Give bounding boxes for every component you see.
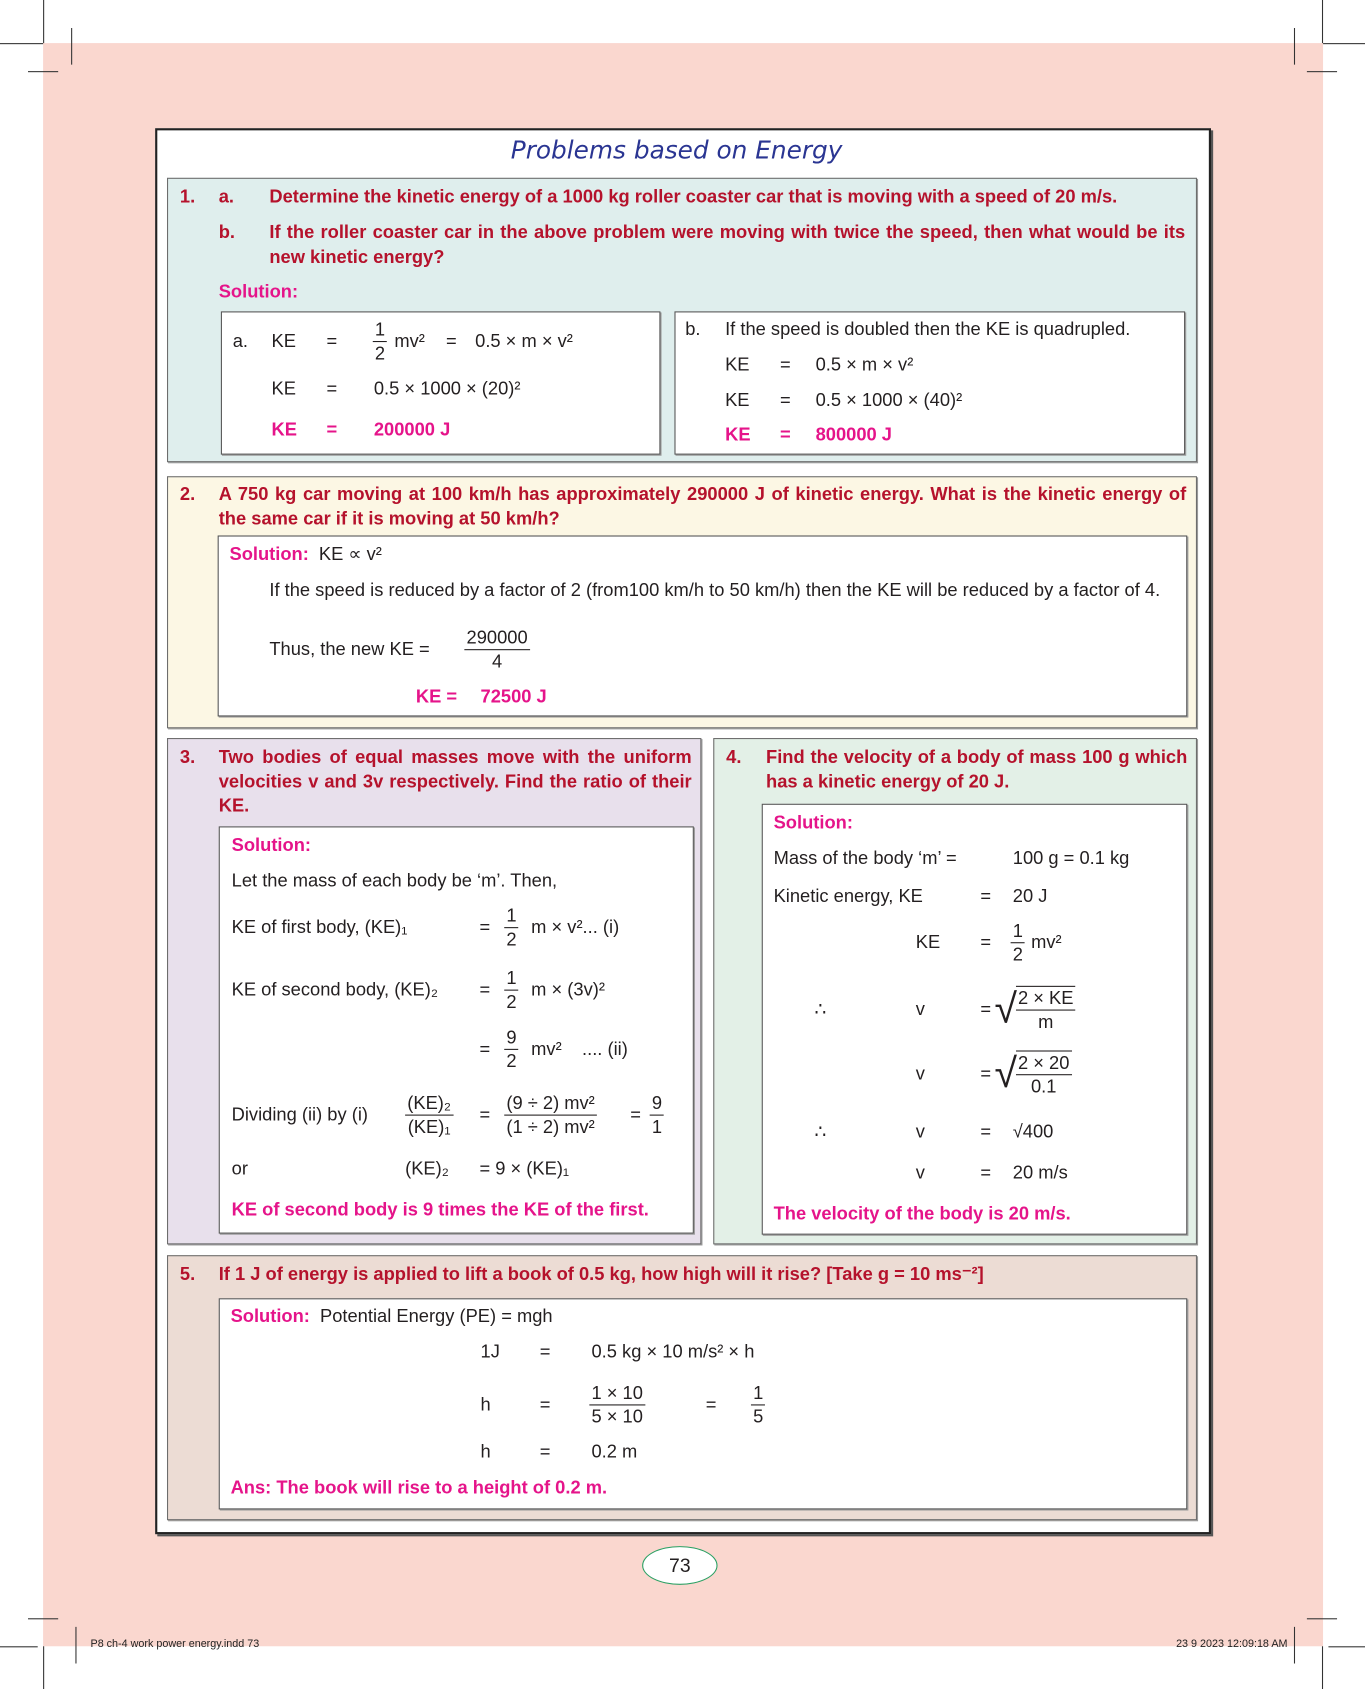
crop-mark — [1307, 71, 1337, 72]
numerator: 1 — [751, 1382, 766, 1406]
solution-label: Solution: — [229, 544, 309, 565]
solution-text: Let the mass of each body be ‘m’. Then, — [231, 870, 558, 892]
equals-sign: = — [326, 419, 338, 440]
numerator: 1 × 10 — [589, 1382, 645, 1406]
crop-mark — [0, 43, 43, 44]
numerator: 290000 — [464, 627, 529, 651]
equals-sign: = — [326, 330, 338, 352]
problem-number: 1. — [179, 186, 196, 207]
fraction — [405, 1092, 453, 1138]
numerator: 9 — [650, 1092, 665, 1116]
equation-term: v — [915, 998, 925, 1020]
equation-term: Kinetic energy, KE — [773, 885, 923, 907]
equation-term: mv² .... (ii) — [531, 1038, 628, 1060]
footer-timestamp: 23 9 2023 12:09:18 AM — [1176, 1638, 1288, 1651]
numerator: (KE)₂ — [405, 1092, 453, 1116]
solution-label: Solution: — [231, 834, 311, 856]
fraction — [1016, 1050, 1072, 1097]
equation-term: m × v²... (i) — [531, 916, 620, 938]
equation-term: 100 g = 0.1 kg — [1012, 847, 1130, 869]
question-text: Determine the kinetic energy of a 1000 kg roller coaster car that is moving with a speed of 20 m/s. — [269, 186, 1118, 207]
equals-sign: = — [980, 1162, 992, 1183]
solution-text: If the speed is doubled then the KE is quadrupled. — [725, 318, 1131, 340]
equals-sign: = — [326, 378, 338, 399]
equation-term: KE — [725, 390, 750, 411]
equals-sign: = — [446, 330, 457, 352]
denominator: 5 — [753, 1406, 764, 1428]
fraction — [504, 967, 519, 1013]
denominator: 2 — [506, 929, 517, 950]
equals-sign: = — [780, 354, 791, 375]
page-title: Problems based on Energy — [510, 136, 843, 165]
therefore-symbol: ∴ — [814, 1121, 827, 1143]
equation-term: 0.5 × 1000 × (40)² — [815, 390, 963, 411]
result-term: KE = — [415, 686, 458, 707]
numerator: 2 × KE — [1017, 987, 1074, 1009]
equation-term: 0.5 × m × v² — [815, 354, 914, 375]
denominator: 1 — [651, 1116, 663, 1138]
equation-term: 0.5 kg × 10 m/s² × h — [591, 1341, 755, 1362]
equation-term: m × (3v)² — [531, 979, 605, 1000]
denominator: 2 — [1012, 944, 1023, 965]
equation-term: h — [480, 1441, 491, 1463]
numerator: 2 × 20 — [1017, 1052, 1070, 1074]
fraction — [1016, 986, 1076, 1033]
conclusion: The velocity of the body is 20 m/s. — [773, 1203, 1071, 1224]
problem-number: 5. — [179, 1263, 196, 1285]
equation-term: 1J — [480, 1341, 500, 1362]
radical-icon: √ — [994, 1051, 1017, 1097]
fraction — [504, 904, 519, 950]
crop-mark — [28, 71, 58, 72]
footer-file-info: P8 ch-4 work power energy.indd 73 — [90, 1638, 260, 1651]
result-value: 200000 J — [373, 419, 451, 440]
equals-sign: = — [780, 390, 791, 411]
equals-sign: = — [980, 931, 992, 953]
crop-mark — [1294, 28, 1295, 65]
crop-mark — [1328, 1646, 1365, 1647]
part-label: b. — [685, 318, 701, 340]
solution-text: If the speed is reduced by a factor of 2 (from100 km/h to 50 km/h) then the KE will be reduced by a factor of 4. — [269, 579, 1161, 601]
part-label: a. — [218, 186, 234, 207]
equation-term: KE of second body, (KE)₂ — [231, 979, 438, 1000]
equals-sign: = — [980, 1063, 992, 1084]
equation-term: Mass of the body ‘m’ = — [773, 847, 957, 869]
fraction — [373, 318, 388, 364]
numerator: 9 — [504, 1026, 519, 1050]
radical-icon: √ — [994, 986, 1017, 1033]
question-text: If the roller coaster car in the above problem were moving with twice the speed, then what would be its new kinetic energy? — [269, 221, 1186, 267]
equals-sign: = — [705, 1394, 717, 1415]
equals-sign: = — [980, 1121, 992, 1143]
answer: Ans: The book will rise to a height of 0.2 m. — [230, 1477, 608, 1498]
crop-mark — [43, 0, 44, 43]
question-text: Find the velocity of a body of mass 100 g which has a kinetic energy of 20 J. — [766, 746, 1188, 792]
equals-sign: = — [539, 1441, 551, 1463]
result-term: KE — [271, 419, 297, 440]
relation: KE ∝ v² — [318, 544, 382, 565]
equals-sign: = — [980, 885, 992, 907]
result-value: 72500 J — [480, 686, 547, 707]
equation-term: h — [480, 1394, 491, 1415]
equals-sign: = — [780, 424, 791, 445]
crop-mark — [43, 1646, 44, 1689]
fraction — [464, 627, 529, 673]
problem-number: 4. — [726, 746, 742, 768]
fraction — [650, 1092, 665, 1138]
equation-term: KE of first body, (KE)₁ — [231, 916, 408, 938]
equation-term: mv² — [1031, 931, 1062, 953]
crop-mark — [75, 1627, 76, 1664]
equation-term: √400 — [1012, 1121, 1054, 1143]
equals-sign: = — [479, 1104, 491, 1125]
solution-label: Solution: — [773, 812, 853, 833]
square-root — [994, 1050, 1071, 1097]
equation-term: KE — [725, 354, 750, 375]
solution-label: Solution: — [230, 1305, 310, 1327]
fraction — [751, 1382, 766, 1428]
equals-sign: = — [539, 1394, 551, 1415]
equation-term: or — [231, 1158, 248, 1179]
denominator: 4 — [491, 651, 503, 672]
equation-term: 0.5 × 1000 × (20)² — [373, 378, 521, 399]
crop-mark — [1323, 43, 1365, 44]
equation-term: KE — [915, 931, 941, 953]
fraction — [1011, 920, 1026, 966]
equation-term: 0.5 × m × v² — [475, 330, 573, 352]
denominator: 2 — [506, 991, 517, 1013]
denominator: 0.1 — [1016, 1074, 1072, 1098]
problem-number: 3. — [179, 746, 196, 768]
therefore-symbol: ∴ — [814, 998, 827, 1020]
crop-mark — [0, 1646, 38, 1647]
part-label: b. — [218, 221, 235, 243]
denominator: (1 ÷ 2) mv² — [506, 1116, 595, 1138]
equation-term: = 9 × (KE)₁ — [479, 1158, 570, 1179]
question-text: If 1 J of energy is applied to lift a book of 0.5 kg, how high will it rise? [Take g = 10 ms⁻²] — [218, 1263, 984, 1285]
conclusion: KE of second body is 9 times the KE of the first. — [231, 1199, 649, 1220]
equals-sign: = — [479, 916, 491, 938]
numerator: 1 — [373, 318, 388, 342]
equation-term: v — [915, 1063, 925, 1084]
problem-number: 2. — [179, 483, 196, 505]
equation-term: 20 J — [1012, 885, 1048, 907]
denominator: m — [1016, 1010, 1076, 1034]
fraction — [504, 1092, 597, 1138]
square-root — [994, 986, 1075, 1033]
equation-term: mv² — [394, 330, 425, 352]
equation-term: Potential Energy (PE) = mgh — [319, 1305, 553, 1327]
equals-sign: = — [479, 979, 491, 1000]
equals-sign: = — [539, 1341, 551, 1362]
equation-term: 0.2 m — [591, 1441, 638, 1463]
equation-term: (KE)₂ — [405, 1158, 449, 1179]
equals-sign: = — [980, 998, 992, 1020]
fraction — [504, 1026, 519, 1072]
equation-term: v — [915, 1121, 925, 1143]
crop-mark — [1322, 0, 1323, 43]
numerator: 1 — [504, 904, 519, 928]
denominator: 5 × 10 — [591, 1406, 643, 1428]
crop-mark — [1294, 1627, 1295, 1664]
denominator: (KE)₁ — [407, 1116, 451, 1138]
numerator: 1 — [504, 967, 519, 991]
equals-sign: = — [630, 1104, 641, 1125]
question-text: Two bodies of equal masses move with the uniform velocities v and 3v respectively. Find the ratio of their KE. — [218, 746, 692, 816]
fraction — [589, 1382, 645, 1428]
solution-label: Solution: — [218, 281, 299, 302]
equation-term: KE — [271, 378, 296, 399]
denominator: 2 — [374, 343, 386, 364]
numerator: 1 — [1011, 920, 1026, 944]
solution-text: Thus, the new KE = — [269, 638, 430, 660]
question-text: A 750 kg car moving at 100 km/h has approximately 290000 J of kinetic energy. What is the kinetic energy of the same car if it is moving at 50 km/h? — [218, 483, 1187, 529]
equation-term: KE — [271, 330, 296, 352]
crop-mark — [1322, 1646, 1323, 1689]
numerator: (9 ÷ 2) mv² — [504, 1092, 597, 1116]
equation-term: Dividing (ii) by (i) — [231, 1104, 369, 1125]
equals-sign: = — [479, 1038, 491, 1060]
result-term: KE — [725, 424, 751, 445]
result-value: 800000 J — [815, 424, 892, 445]
crop-mark — [28, 1618, 58, 1619]
denominator: 2 — [506, 1051, 517, 1072]
page-number: 73 — [642, 1546, 717, 1585]
part-label: a. — [232, 330, 249, 352]
crop-mark — [1307, 1618, 1337, 1619]
equation-term: v — [915, 1162, 925, 1183]
crop-mark — [71, 28, 72, 65]
equation-term: 20 m/s — [1012, 1162, 1068, 1183]
